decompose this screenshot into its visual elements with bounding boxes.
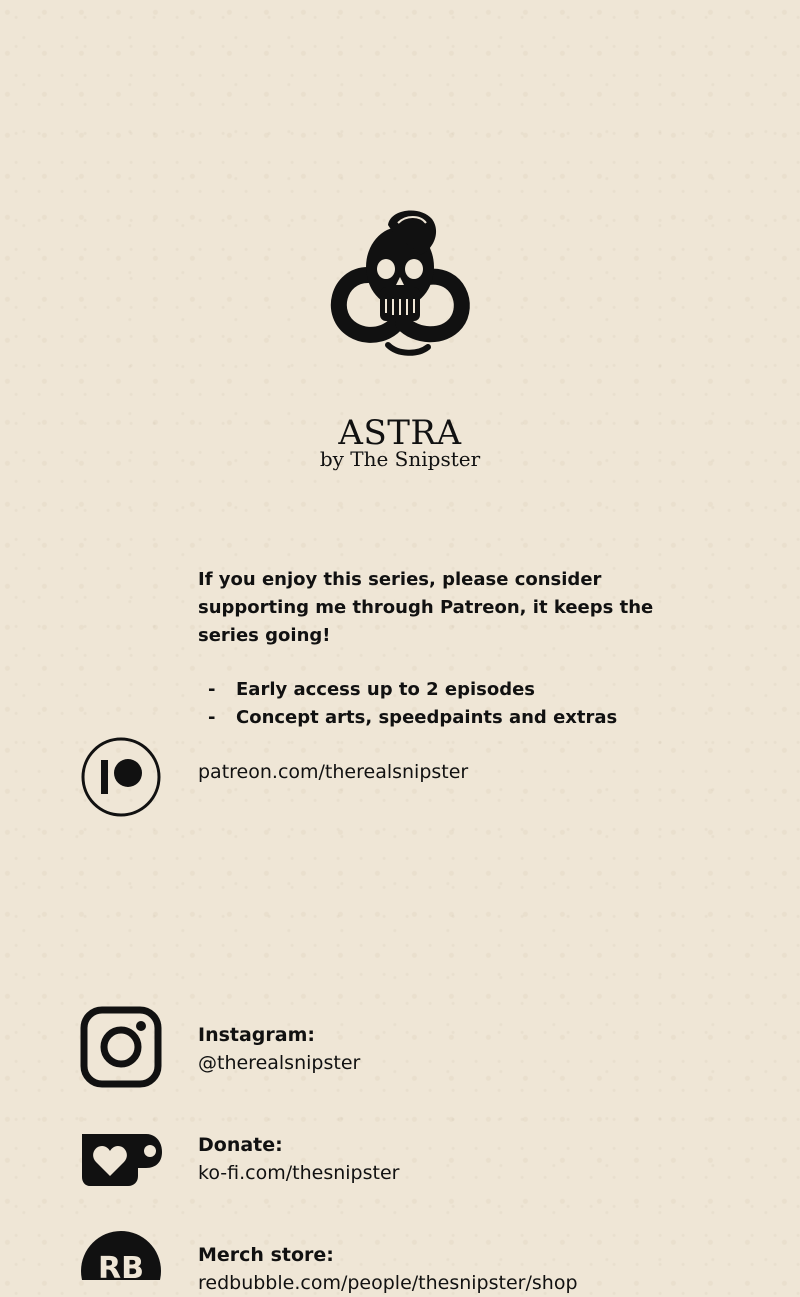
merch-link[interactable]: redbubble.com/people/thesnipster/shop <box>198 1272 578 1294</box>
donate-link[interactable]: ko-fi.com/thesnipster <box>198 1162 400 1184</box>
snake-skull-logo <box>328 205 472 361</box>
donate-label: Donate: <box>198 1134 283 1156</box>
svg-text:RB: RB <box>98 1251 144 1280</box>
support-message: If you enjoy this series, please consider supporting me through Patreon, it keeps the series going! <box>198 569 654 646</box>
list-item: - Early access up to 2 episodes <box>208 679 536 700</box>
list-item: - Concept arts, speedpaints and extras <box>208 707 618 728</box>
instagram-icon[interactable] <box>80 1006 162 1088</box>
merch-label: Merch store: <box>198 1244 334 1266</box>
instagram-handle[interactable]: @therealsnipster <box>198 1052 361 1074</box>
page-title: ASTRA <box>338 412 462 453</box>
perk-list <box>208 676 617 732</box>
patreon-icon[interactable] <box>80 736 162 818</box>
kofi-icon[interactable] <box>80 1132 162 1186</box>
instagram-label: Instagram: <box>198 1024 315 1046</box>
patreon-link[interactable]: patreon.com/therealsnipster <box>198 761 469 783</box>
redbubble-icon[interactable] <box>80 1230 162 1280</box>
author-byline: by The Snipster <box>319 447 481 471</box>
